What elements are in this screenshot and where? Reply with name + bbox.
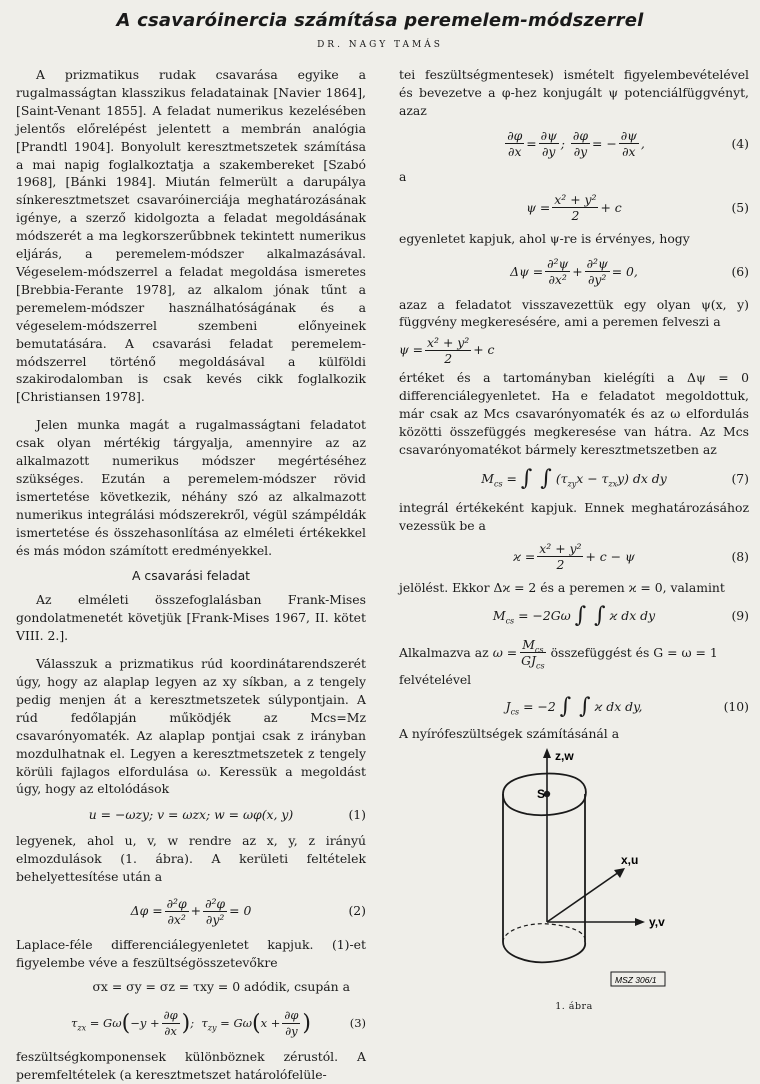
stress-zero-line — [16, 974, 366, 1000]
relation-line: Alkalmazva az ω = $\frac{M_{cs}}{GJ_{cs}}$ összefüggést és G = ω = 1 — [399, 637, 718, 671]
equation-number: (1) — [348, 807, 366, 823]
right-column — [399, 66, 749, 1013]
paragraph: integrál értékeként kapjuk. Ennek meghatározásához vezessük be a — [399, 499, 749, 533]
x-axis-label: x,u — [621, 853, 639, 868]
boundary-value-expr: ψ = $\frac{\text{x² + y²}}{2}$ + c — [399, 334, 495, 366]
equation-6: Δψ = $\frac{\text{∂²ψ}}{\text{∂x²}}$ + $\frac{\text{∂²ψ}}{\text{∂y²}}$ = 0, (6) — [510, 256, 749, 288]
equation-text: σx = σy = σz = τxy = 0 adódik, csupán a — [92, 978, 350, 994]
equation-3: $\tau_{zx} = G\omega$ ( −y + $\frac{\partial\varphi}{\partial x}$ ) ; $\tau_{zy} = G\omega$ ( x + $\frac{\partial\varphi}{\partial y}$ ) (3) — [70, 1008, 366, 1039]
author-line: DR. NAGY TAMÁS — [317, 40, 443, 50]
cylinder-bottom-front — [503, 942, 585, 962]
y-axis-arrow — [635, 918, 645, 926]
equation-5: ψ = $\frac{\text{x² + y²}}{2}$ + c (5) — [526, 192, 749, 224]
y-axis-label: y,v — [649, 915, 665, 930]
equation-text: u = −ωzy; v = ωzx; w = ωφ(x, y) — [88, 807, 294, 823]
stamp-text: MSZ 306/1 — [615, 975, 657, 986]
paragraph: Válasszuk a prizmatikus rúd koordinátarendszerét úgy, hogy az alaplap legyen az xy síkban, a z tengely pedig menjen át a keresztmetszetek súlypontjain. A rúd fedőlapján működjék az Mcs=Mz csavarónyomaték. Az alaplap pontjai csak z irányban mozdulhatnak el. Legyen a keresztmetszetek z tengely körüli fajlagos elfordulása ω. Keressük a megoldást úgy, hogy az eltolódások — [16, 656, 366, 797]
text-span: Alkalmazva az — [399, 644, 489, 660]
z-axis-label: z,w — [555, 749, 574, 764]
equation-number: (9) — [731, 607, 749, 623]
equation-number: (3) — [349, 1015, 366, 1030]
figure-1 — [399, 746, 749, 1013]
equation-number: (7) — [731, 470, 749, 486]
equation-10: $J_{cs} = -2$ ∫ ∫ ϰ dx dy, (10) — [505, 693, 749, 719]
cylinder-diagram — [399, 746, 749, 996]
text-span: összefüggést és G = ω = 1 — [550, 644, 718, 660]
equation-4: $\frac{\partial\varphi}{\partial x}$ = $\frac{\partial\psi}{\partial y}$ ; $\frac{\partial\varphi}{\partial y}$ = − $\frac{\partial\psi}{\partial x}$ , (4) — [507, 128, 749, 160]
equation-number: (5) — [731, 199, 749, 215]
equation-2: Δφ = $\frac{\text{∂²φ}}{\text{∂x²}}$ + $\frac{\text{∂²φ}}{\text{∂y²}}$ = 0 (2) — [130, 895, 366, 927]
paragraph: Laplace-féle differenciálegyenletet kapjuk. (1)-et figyelembe véve a feszültségösszetevőkre — [16, 937, 366, 970]
x-axis-arrow — [614, 868, 625, 878]
equation-number: (8) — [731, 548, 749, 564]
equation-number: (10) — [723, 698, 749, 714]
paragraph: tei feszültségmentesek) ismételt figyelembevételével és bevezetve a φ-hez konjugált ψ potenciálfüggvényt, azaz — [399, 67, 749, 118]
x-axis — [547, 872, 619, 922]
figure-caption: 1. ábra — [555, 1001, 593, 1013]
equation-8: ϰ = $\frac{\text{x² + y²}}{2}$ + c − ψ (8) — [513, 541, 749, 573]
equation-7: $M_{cs}$ = ∫ ∫ $(\tau_{zy}x - \tau_{zx}y)$ dx dy (7) — [481, 465, 749, 491]
paragraph: Az elméleti összefoglalásban Frank-Mises gondolatmenetét követjük [Frank-Mises 1967, II. kötet VIII. 2.]. — [16, 592, 366, 644]
paragraph: A prizmatikus rudak csavarása egyike a rugalmasságtan klasszikus feladatainak [Navier 1864], [Saint-Venant 1855]. A feladat numerikus kezelésében jelentős előrelépést jelentett a membrán analógia [Prandtl 1904]. Bonyolult keresztmetszetek számítása a mai napig foglalkoztatja a szakembereket [Szabó 1968], [Bánki 1984]. Miután felmerült a darupálya sínkeresztmetszet csavaróinerciája meghatározásának igénye, a szerző kidolgozta a feladat megoldásának módszerét a ma legkorszerűbbnek tekintett numerikus eljárás, a peremelem-módszer alkalmazásával. Végeselem-módszerrel a feladat megoldása ismeretes [Brebbia-Ferante 1978], az alkalom jónak tűnt a peremelem-módszer használhatóságának és a végeselem-módszerrel szembeni előnyeinek bemutatására. A csavarási feladat peremelem-módszerrel történő megoldásával a külföldi szakirodalomban is csak kevés cikk foglalkozik [Christiansen 1978]. — [16, 67, 366, 405]
cylinder-bottom-back — [503, 924, 585, 942]
equation-number: (6) — [731, 263, 749, 279]
paragraph: A nyírófeszültségek számításánál a — [399, 725, 620, 741]
equation-number: (4) — [731, 135, 749, 151]
left-column — [16, 66, 366, 1084]
paragraph: jelölést. Ekkor Δϰ = 2 és a peremen ϰ = 0, valamint — [399, 579, 725, 595]
paragraph: legyenek, ahol u, v, w rendre az x, y, z irányú elmozdulások (1. ábra). A kerületi feltételek behelyettesítése után a — [16, 833, 366, 885]
paragraph: Jelen munka magát a rugalmasságtani feladatot csak olyan mértékig tárgyalja, amennyire az az alkalmazott numerikus módszer megértéséhez szükséges. Ezután a peremelem-módszer rövid ismertetése következik, néhány szó az alkalmazott numerikus integrálási módszerekről, végül számpéldák ismertetése és összehasonlítása az elméleti értékekkel és más módon számított eredményekkel. — [16, 417, 366, 558]
paragraph: felvételével — [399, 671, 472, 687]
centroid-label: S — [537, 787, 546, 802]
section-heading: A csavarási feladat — [131, 568, 251, 584]
equation-number: (2) — [348, 903, 366, 919]
paragraph-connector: a — [399, 168, 407, 184]
z-axis-arrow — [543, 748, 551, 758]
paragraph: feszültségkomponensek különböznek zérustól. A peremfeltételek (a keresztmetszet határolófelüle- — [16, 1048, 366, 1082]
paragraph: egyenletet kapjuk, ahol ψ-re is érvényes, hogy — [399, 230, 690, 246]
article-title: A csavaróinercia számítása peremelem-módszerrel — [116, 10, 644, 31]
equation-1 — [16, 800, 366, 830]
paragraph: értéket és a tartományban kielégíti a Δψ = 0 differenciálegyenletet. Ha e feladatot megoldottuk, már csak az Mcs csavarónyomaték és az ω elfordulás közötti összefüggés megkeresése van hátra. Az Mcs csavarónyomatékot bármely keresztmetszetben az — [399, 370, 749, 457]
paragraph: azaz a feladatot visszavezettük egy olyan ψ(x, y) függvény megkeresésére, ami a peremen felveszi a — [399, 296, 749, 330]
equation-9: $M_{cs} = -2G\omega$ ∫ ∫ ϰ dx dy (9) — [492, 602, 749, 628]
